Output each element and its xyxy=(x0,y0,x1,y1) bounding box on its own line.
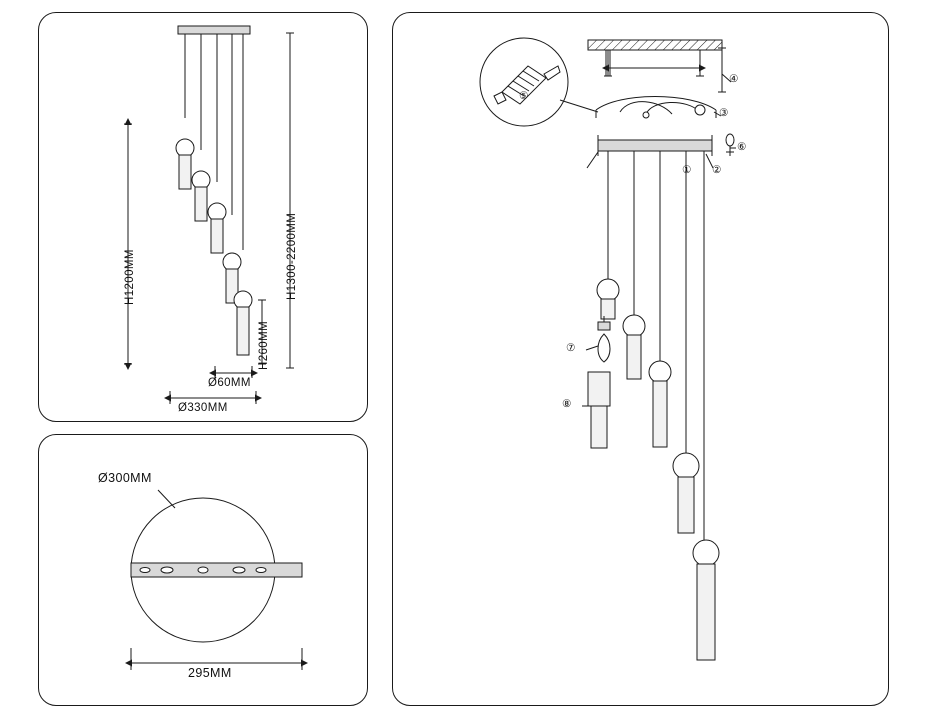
plan-view-drawing xyxy=(131,490,302,670)
label-diameter-circle: Ø300MM xyxy=(98,471,152,485)
assembly-drawing xyxy=(480,38,739,660)
label-height-shade-unit: H260MM xyxy=(258,320,270,370)
callout-8: ⑧ xyxy=(562,398,572,410)
callout-3: ③ xyxy=(719,107,729,119)
label-diameter-shade: Ø60MM xyxy=(208,377,251,389)
label-height-shades: H1200MM xyxy=(124,249,136,305)
callout-1: ① xyxy=(682,164,692,176)
label-diameter-spread: Ø330MM xyxy=(178,402,228,414)
callout-5: ⑤ xyxy=(519,90,529,102)
callout-2: ② xyxy=(712,164,722,176)
callout-7: ⑦ xyxy=(566,342,576,354)
callout-4: ④ xyxy=(729,73,739,85)
label-height-total: H1300-2200MM xyxy=(286,212,298,300)
label-plate-length: 295MM xyxy=(188,666,232,680)
callout-6: ⑥ xyxy=(737,141,747,153)
